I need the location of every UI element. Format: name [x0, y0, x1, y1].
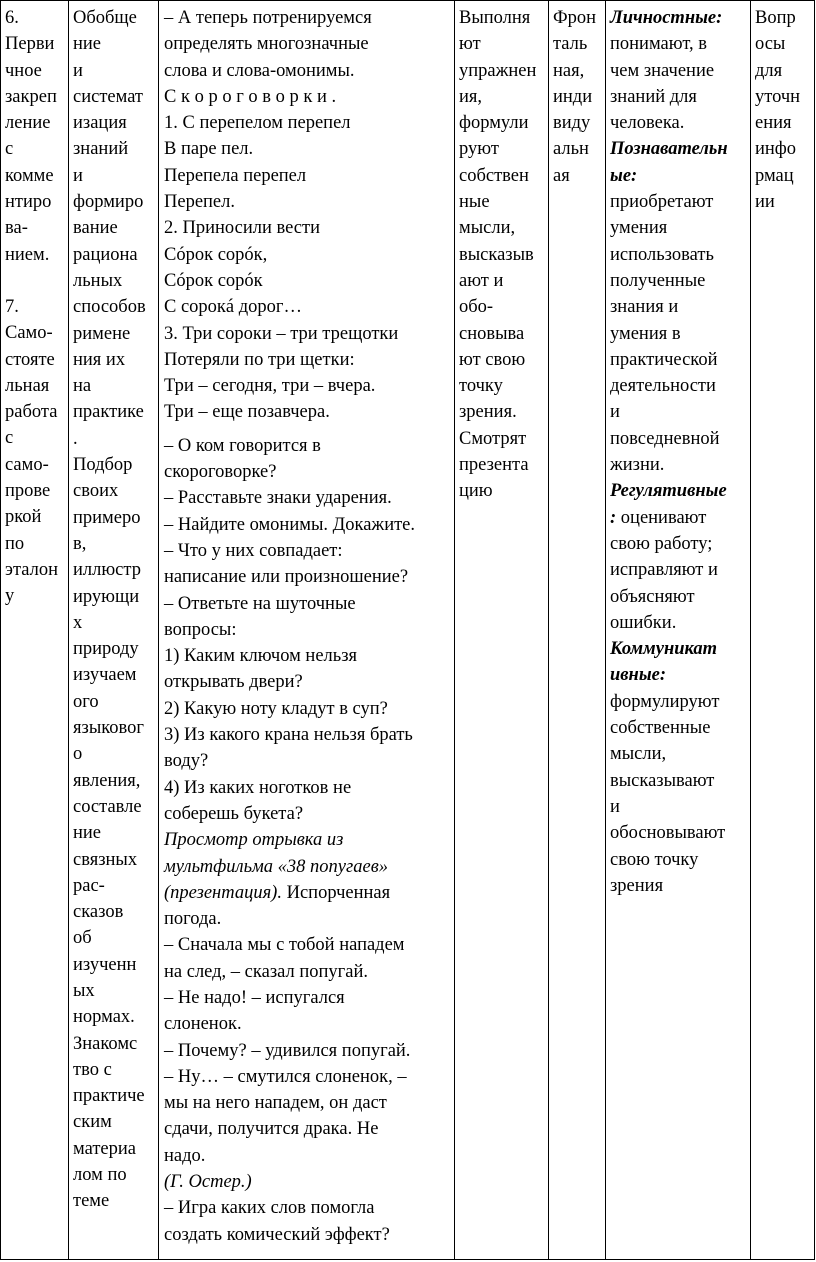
goals-text: Обобще ние и системат изация знаний и формиро вание рациона льных способов римене ния их на практике . Подбор своих примеро в, иллюстр ирующи х природу изучаем ого языковог о явления, составле ние связных рас- сказов об изученн ых нормах. Знакомс тво с практиче ским материа лом по теме — [73, 8, 146, 1212]
regulative-label: Регулятивные : — [610, 481, 727, 528]
student-activity-text: Выполня ют упражнен ия, формули руют собствен ные мысли, высказыв ают и обо- сновыва ют свою точку зрения. Смотрят презента цию — [459, 8, 537, 502]
cognitive-label: Познавательн ые: — [610, 139, 728, 186]
final-question: – Игра каких слов помогла создать комический эффект? — [164, 1198, 390, 1245]
uud-cognitive — [610, 136, 747, 478]
tongue-twisters-block: – А теперь потренируемся определять многозначные слова и слова-омонимы. С к о р о г о в о р к и . 1. С перепелом перепел В паре пел. Перепела перепел Перепел. 2. Приносили вести Сóрок сорóк, Сóрок сорóк С сорокá дорог… 3. Три сороки – три трещотки Потеряли по три щетки: Три – сегодня, три – вчера. Три – еще позавчера. — [164, 8, 399, 423]
cognitive-text: приобретают умения использовать полученные знания и умения в практической деятельности и повседневной жизни. — [610, 192, 720, 476]
goals-cell — [69, 1, 159, 1260]
stage-7-text: 7. Само- стояте льная работа с само- прове ркой по эталон у — [5, 296, 59, 607]
uud-regulative — [610, 478, 747, 636]
stage-spacer — [5, 268, 65, 294]
video-paragraph — [163, 827, 451, 932]
spoiled-weather-title: Испорченная погода. — [164, 882, 391, 930]
communicative-label: Коммуникат ивные: — [610, 639, 718, 686]
work-form-cell — [549, 1, 606, 1260]
uud-personal — [610, 5, 747, 136]
dialogue-block: – Сначала мы с тобой нападем на след, – сказал попугай. – Не надо! – испугался слоненок. – Почему? – удивился попугай. – Ну… – смутился слоненок, – мы на него нападем, он даст сдачи, получится драка. Не надо. — [164, 935, 411, 1166]
control-cell — [751, 1, 815, 1260]
stage-6-text: 6. Перви чное закреп ление с комме нтиро ва- нием. — [5, 8, 57, 265]
video-note: Просмотр отрывка из мультфильма «38 попугаев» (презентация). — [164, 830, 388, 903]
personal-text: понимают, в чем значение знаний для человека. — [610, 34, 715, 134]
author-credit: (Г. Остер.) — [164, 1172, 252, 1193]
table-row — [1, 1, 815, 1260]
stage-cell — [1, 1, 69, 1260]
content-cell — [159, 1, 455, 1260]
uud-communicative — [610, 636, 747, 899]
work-form-text: Фрон таль ная, инди виду альн ая — [553, 8, 597, 186]
communicative-text: формулируют собственные мысли, высказывают и обосновывают свою точку зрения — [610, 691, 726, 896]
questions-block: – О ком говорится в скороговорке? – Расставьте знаки ударения. – Найдите омонимы. Докажите. – Что у них совпадает: написание или произношение? – Ответьте на шуточные вопросы: 1) Каким ключом нельзя открывать двери? 2) Какую ноту кладут в суп? 3) Из какого крана нельзя брать воду? 4) Из каких ноготков не соберешь букета? — [164, 435, 416, 824]
control-text: Вопр осы для уточн ения инфо рмац ии — [755, 8, 801, 213]
regulative-text: оценивают свою работу; исправляют и объясняют ошибки. — [610, 507, 718, 633]
uud-cell — [606, 1, 751, 1260]
personal-label: Личностные: — [610, 8, 723, 28]
student-activity-cell — [455, 1, 549, 1260]
